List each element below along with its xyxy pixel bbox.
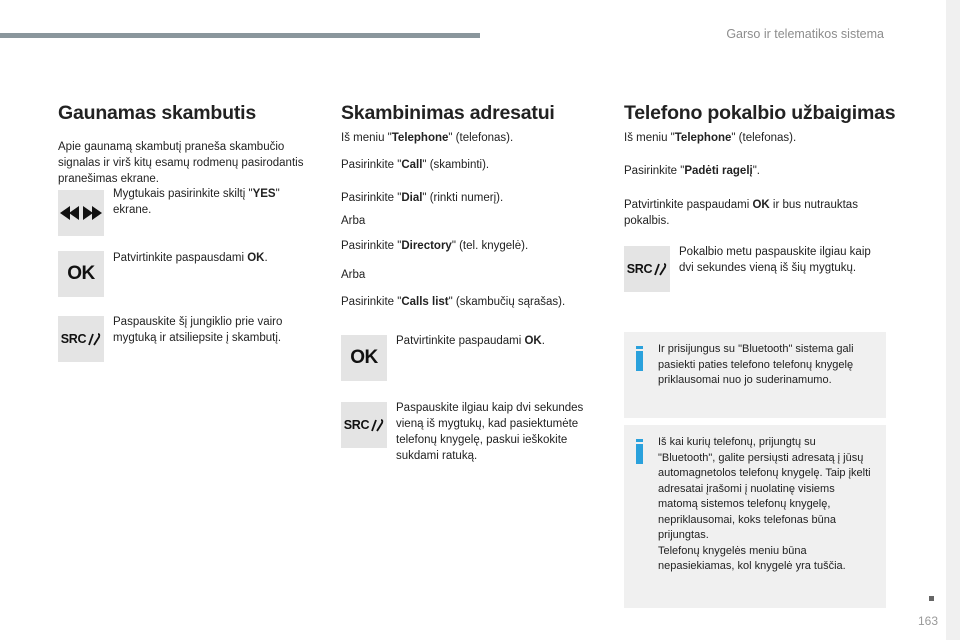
call-line-1: Iš meniu "Telephone" (telefonas). <box>341 132 514 144</box>
calling-contact-heading: Skambinimas adresatui <box>341 102 555 124</box>
header-bar <box>0 33 480 38</box>
call-item-2: Paspauskite ilgiau kaip dvi sekundes vieną iš mygtukų, kad pasiektumėte telefonų knygelę, paskui ieškokite sukdami ratuką. <box>396 402 584 462</box>
incoming-call-heading: Gaunamas skambutis <box>58 102 256 124</box>
end-line-2: Pasirinkite "Padėti ragelį". <box>624 165 760 177</box>
info-note-1 <box>624 332 886 418</box>
page-marker <box>929 596 934 601</box>
end-call-heading: Telefono pokalbio užbaigimas <box>624 102 896 124</box>
call-line-3: Pasirinkite "Dial" (rinkti numerį). <box>341 192 504 204</box>
info-note-1-text: Ir prisijungus su "Bluetooth" sistema gali pasiekti paties telefono telefonų knygelę priklausomai nuo jo suderinamumo. <box>658 343 854 386</box>
section-title: Garso ir telematikos sistema <box>726 27 884 41</box>
src-phone-button-icon: SRC <box>624 246 670 292</box>
end-item-1: Pokalbio metu paspauskite ilgiau kaip dvi sekundes vieną iš šių mygtukų. <box>679 246 871 274</box>
src-phone-button-icon: SRC <box>341 402 387 448</box>
info-icon <box>636 439 643 464</box>
call-line-or-2: Arba <box>341 269 366 281</box>
page-number: 163 <box>917 614 938 628</box>
src-phone-button-icon: SRC <box>58 316 104 362</box>
info-icon <box>636 346 643 371</box>
incoming-call-intro: Apie gaunamą skambutį praneša skambučio signalas ir virš kitų esamų rodmenų pasirodantis pranešimas ekrane. <box>58 141 304 185</box>
incoming-item-2: Patvirtinkite paspausdami OK. <box>113 252 268 264</box>
column-incoming-call <box>58 102 308 187</box>
page-edge-strip <box>946 0 960 640</box>
call-item-1: Patvirtinkite paspaudami OK. <box>396 335 545 347</box>
info-note-2 <box>624 425 886 608</box>
incoming-item-1: Mygtukais pasirinkite skiltį "YES" ekrane. <box>113 188 280 216</box>
call-line-4: Pasirinkite "Directory" (tel. knygelė). <box>341 240 529 252</box>
call-line-2: Pasirinkite "Call" (skambinti). <box>341 159 490 171</box>
seek-buttons-icon <box>58 190 104 236</box>
end-line-3: Patvirtinkite paspaudami OK ir bus nutrauktas pokalbis. <box>624 199 858 227</box>
ok-button-icon: OK <box>58 251 104 297</box>
info-note-2-text: Iš kai kurių telefonų, prijungtų su "Bluetooth", galite persiųsti adresatą į jūsų automagnetolos telefonų knygelę. Taip įkelti adresatai įrašomi į nuolatinę visiems matomą sistemos telefonų knygelę, nepriklausomai, koks telefonas būna prijungtas. <box>658 436 871 541</box>
end-line-1: Iš meniu "Telephone" (telefonas). <box>624 132 797 144</box>
ok-button-icon: OK <box>341 335 387 381</box>
incoming-item-3: Paspauskite šį jungiklio prie vairo mygtuką ir atsiliepsite į skambutį. <box>113 316 283 344</box>
call-line-or-1: Arba <box>341 215 366 227</box>
info-note-2-text-extra: Telefonų knygelės meniu būna nepasiekiamas, kol knygelė yra tuščia. <box>658 544 846 572</box>
call-line-5: Pasirinkite "Calls list" (skambučių sąrašas). <box>341 296 566 308</box>
